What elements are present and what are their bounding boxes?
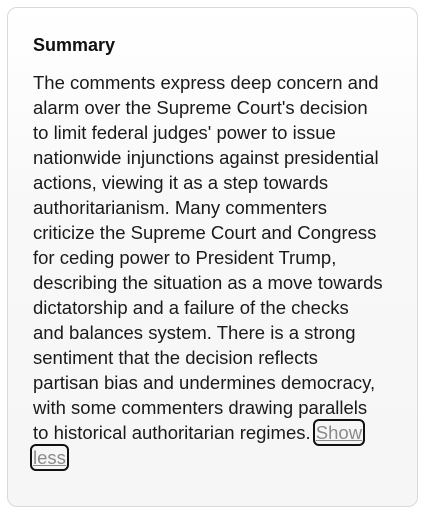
summary-line: nationwide injunctions against presidential [33, 147, 379, 168]
show-less-toggle-part2[interactable]: less [33, 447, 66, 468]
summary-line: alarm over the Supreme Court's decision [33, 97, 368, 118]
summary-line: with some commenters drawing parallels [33, 397, 368, 418]
summary-last-line-text: to historical authoritarian regimes. [33, 422, 316, 443]
summary-card [7, 7, 418, 507]
summary-line: and balances system. There is a strong [33, 322, 356, 343]
summary-line: describing the situation as a move towards [33, 272, 383, 293]
summary-line: for ceding power to President Trump, [33, 247, 337, 268]
summary-line: to limit federal judges' power to issue [33, 122, 336, 143]
summary-line: dictatorship and a failure of the checks [33, 297, 349, 318]
summary-line [33, 420, 392, 445]
summary-text [33, 70, 392, 470]
summary-line: The comments express deep concern and [33, 72, 379, 93]
summary-line [33, 445, 392, 470]
summary-line: criticize the Supreme Court and Congress [33, 222, 377, 243]
summary-line: sentiment that the decision reflects [33, 347, 318, 368]
summary-title: Summary [33, 35, 116, 55]
summary-line: partisan bias and undermines democracy, [33, 372, 376, 393]
summary-line: actions, viewing it as a step towards [33, 172, 329, 193]
show-less-toggle-part1[interactable]: Show [315, 422, 363, 443]
summary-line: authoritarianism. Many commenters [33, 197, 328, 218]
